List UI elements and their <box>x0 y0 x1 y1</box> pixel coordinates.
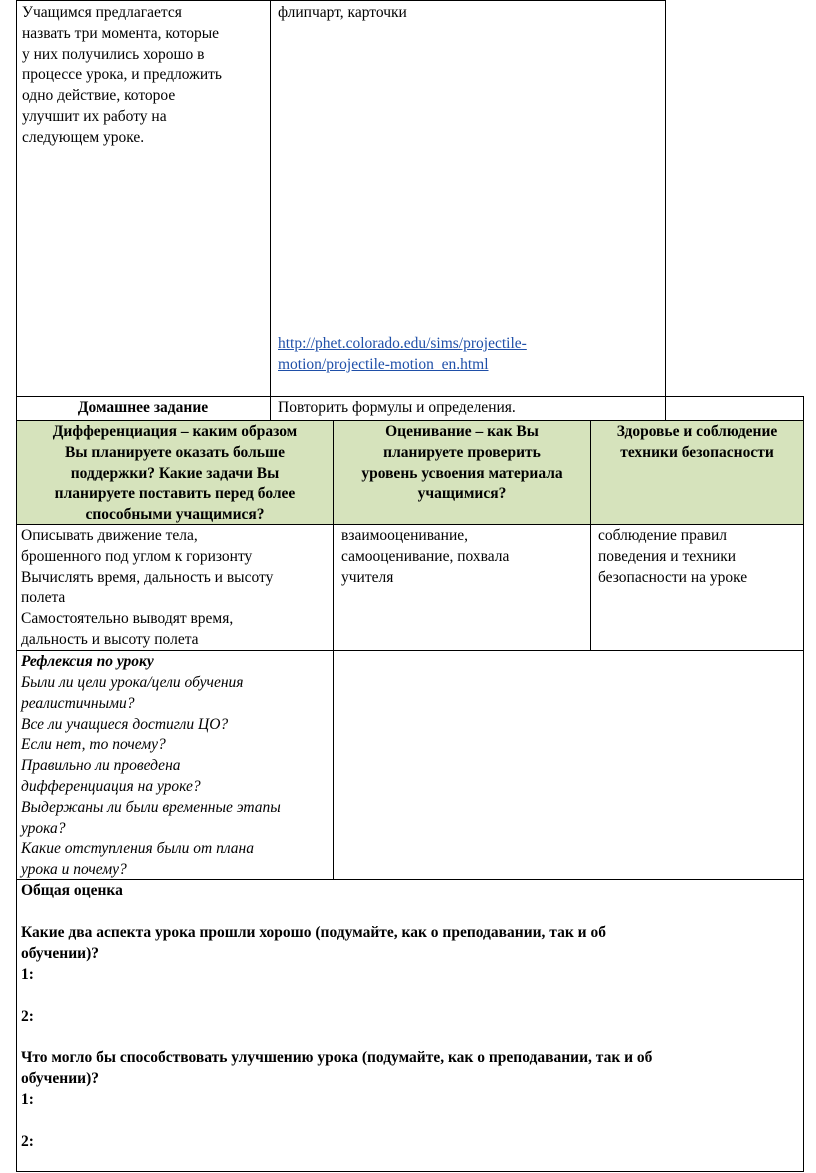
rule <box>16 1171 804 1172</box>
differentiation-header: Дифференциация – каким образом Вы планируете оказать больше поддержки? Какие задачи Вы планируете поставить перед более способными учащимися? <box>52 423 298 524</box>
reflection-questions: Были ли цели урока/цели обучения реалистичными? Все ли учащиеся достигли ЦО? Если нет, то почему? Правильно ли проведена дифференциация на уроке? Выдержаны ли были временные этапы урока? Какие отступления были от плана урока и почему? <box>21 674 281 879</box>
overall-question-1: Какие два аспекта урока прошли хорошо (подумайте, как о преподавании, так и об обучении)? <box>21 924 606 962</box>
phet-simulation-link[interactable]: http://phet.colorado.edu/sims/projectile- motion/projectile-motion_en.html <box>278 335 527 373</box>
rule <box>803 396 804 1172</box>
overall-title: Общая оценка <box>21 882 123 899</box>
health-header: Здоровье и соблюдение техники безопасности <box>616 423 778 461</box>
homework-label: Домашнее задание <box>77 399 209 416</box>
overall-q2-item-2: 2: <box>21 1133 34 1150</box>
activity-description: Учащимся предлагается назвать три момента, которые у них получились хорошо в процессе урока, и предложить одно действие, которое улучшит их работу на следующем уроке. <box>22 4 222 146</box>
rule <box>16 396 804 397</box>
assessment-content: взаимооценивание, самооценивание, похвала учителя <box>341 527 510 586</box>
overall-question-2: Что могло бы способствовать улучшению урока (подумайте, как о преподавании, так и об обучении)? <box>21 1049 653 1087</box>
rule <box>270 0 271 421</box>
rule <box>16 420 804 421</box>
resources-text: флипчарт, карточки <box>278 4 407 21</box>
rule <box>16 0 665 1</box>
assessment-header: Оценивание – как Вы планируете проверить уровень усвоения материала учащимися? <box>361 423 563 503</box>
rule <box>16 0 17 1172</box>
reflection-title: Рефлексия по уроку <box>21 653 154 670</box>
homework-value: Повторить формулы и определения. <box>278 399 516 416</box>
rule <box>665 0 666 421</box>
health-content: соблюдение правил поведения и техники безопасности на уроке <box>598 527 748 586</box>
overall-q1-item-1: 1: <box>21 966 34 983</box>
overall-q2-item-1: 1: <box>21 1091 34 1108</box>
overall-q1-item-2: 2: <box>21 1008 34 1025</box>
differentiation-content: Описывать движение тела, брошенного под углом к горизонту Вычислять время, дальность и высоту полета Самостоятельно выводят время, дальность и высоту полета <box>21 527 274 648</box>
